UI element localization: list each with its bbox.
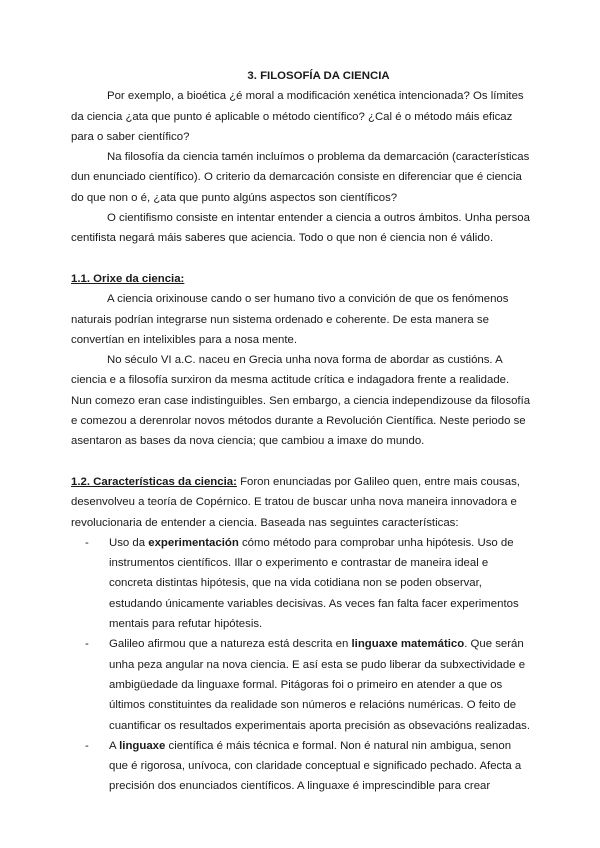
section-2-intro	[71, 472, 531, 533]
section-2-lead: Foron enunciadas por Galileo quen, entre mais cousas, desenvolveu a teoría de Copérnico. E tratou de buscar unha nova maneira innovadora e revolucionaria de entender a ciencia. Baseada nas seguintes características:	[71, 475, 520, 529]
section-1-heading: 1.1. Orixe da ciencia:	[71, 272, 185, 285]
section-1-paragraph-1: A ciencia orixinouse cando o ser humano tivo a convición de que os fenómenos naturais podrían integrarse nun sistema ordenado e coherente. De esta manera se convertían en intelixibles para a nosa mente.	[71, 293, 509, 346]
list-item-bold: linguaxe	[119, 739, 166, 752]
list-item-post: científica é máis técnica e formal. Non é natural nin ambigua, senon que é rigorosa, unívoca, con claridade conceptual e significado pechado. Afecta a precisión dos enunciados científicos. A linguaxe é imprescindible para crear	[109, 739, 522, 793]
list-item	[109, 634, 531, 735]
list-item-bold: linguaxe matemático	[351, 638, 465, 651]
page-title: 3. FILOSOFÍA DA CIENCIA	[247, 70, 390, 82]
spacer	[71, 452, 531, 472]
list-item	[109, 736, 531, 797]
section-2-heading: 1.2. Características da ciencia:	[71, 475, 237, 488]
list-item-pre: Uso da	[109, 536, 149, 549]
intro-paragraph-1: Por exemplo, a bioética ¿é moral a modificación xenética intencionada? Os límites da ciencia ¿ata que punto é aplicable o método científico? ¿Cal é o método máis eficaz para o saber científico?	[71, 90, 524, 143]
intro-paragraph-2: Na filosofía da ciencia tamén incluímos o problema da demarcación (características dun enunciado científico). O criterio da demarcación consiste en diferenciar que é ciencia do que non o é, ¿ata que punto algúns aspectos son científicos?	[71, 151, 530, 204]
section-1-paragraph-2: No século VI a.C. naceu en Grecia unha nova forma de abordar as custións. A ciencia e a filosofía surxiron da mesma actitude crítica e indagadora frente a realidade. Nun comezo eran case indistinguibles. Sen embargo, a ciencia independizouse da filosofía e comezou a derenrolar novos métodos durante a Revolución Científica. Neste periodo se asentaron as bases da nova ciencia; que cambiou a imaxe do mundo.	[71, 354, 531, 448]
list-item-pre: A	[109, 739, 120, 752]
intro-paragraph-3: O cientifismo consiste en intentar entender a ciencia a outros ámbitos. Unha persoa centifista negará máis saberes que aciencia. Todo o que non é ciencia non é válido.	[71, 212, 530, 245]
list-item	[109, 533, 531, 634]
list-item-pre: Galileo afirmou que a natureza está descrita en	[109, 638, 352, 651]
characteristics-list	[71, 533, 531, 797]
list-item-post: . Que serán unha peza angular na nova ciencia. E así esta se pudo liberar da subxectividade e ambigüedade da linguaxe formal. Pitágoras foi o primeiro en atender a que os últimos constituintes da realidade son números e relacións numéricas. O feito de cuantificar os resultados experimentais aporta precisión as obsevacións realizadas.	[109, 638, 531, 732]
spacer	[71, 249, 531, 269]
list-item-bold: experimentación	[148, 536, 239, 549]
list-item-post: cómo método para comprobar unha hipótesis. Uso de instrumentos científicos. Illar o experimento e contrastar de maneira ideal e concreta distintas hipótesis, que na vida cotidiana non se poden observar, estudando únicamente variables decisivas. As veces fan falta facer experimentos mentais para refutar hipótesis.	[109, 536, 519, 631]
document-page	[71, 66, 531, 797]
